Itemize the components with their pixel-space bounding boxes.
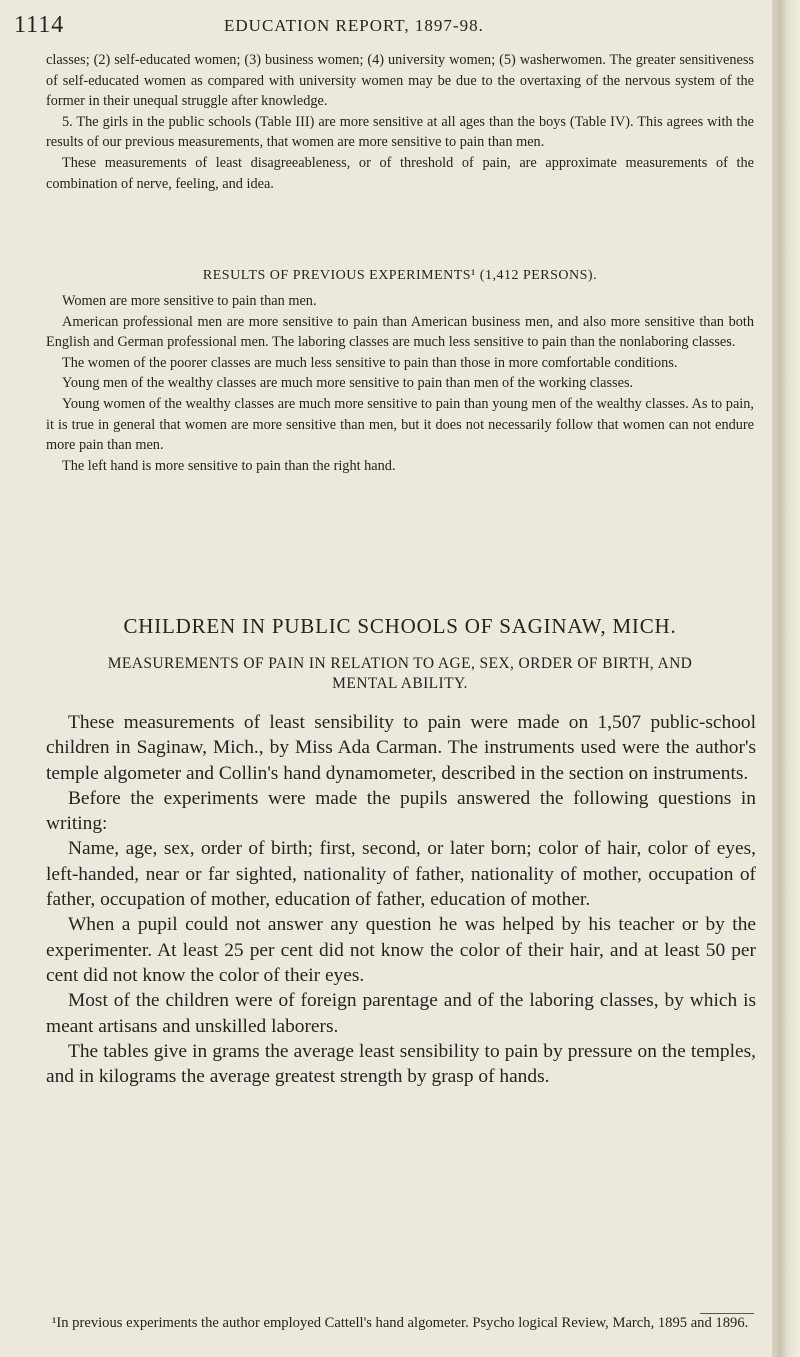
body-paragraph: Name, age, sex, order of birth; first, second, or later born; color of hair, color of eyes, left-handed, near or far sighted, nationality of father, nationality of mother, occupation of father, occupation of mother, education of father, education of mother. bbox=[46, 838, 756, 911]
results-paragraph: American professional men are more sensitive to pain than American business men, and also more sensitive than both English and German professional men. The laboring classes are much less sensitive to pain than the nonlaboring classes. bbox=[46, 313, 754, 351]
section-heading: CHILDREN IN PUBLIC SCHOOLS OF SAGINAW, MICH. bbox=[123, 614, 677, 638]
page-edge bbox=[772, 0, 800, 1357]
results-paragraph: Young men of the wealthy classes are much more sensitive to pain than men of the working classes. bbox=[62, 375, 634, 392]
body-paragraph: Before the experiments were made the pupils answered the following questions in writing: bbox=[46, 787, 756, 835]
intro-text bbox=[46, 50, 754, 194]
section-subheading: MEASUREMENTS OF PAIN IN RELATION TO AGE, SEX, ORDER OF BIRTH, AND MENTAL ABILITY. bbox=[107, 655, 693, 692]
footnote-text: ¹In previous experiments the author employed Cattell's hand algometer. Psycho logical Review, March, 1895 and 1896. bbox=[52, 1315, 749, 1331]
footnote bbox=[46, 1314, 756, 1333]
body-paragraph: When a pupil could not answer any question he was helped by his teacher or by the experimenter. At least 25 per cent did not know the color of their hair, and at least 50 per cent did not know the color of their eyes. bbox=[46, 914, 756, 986]
results-heading: RESULTS OF PREVIOUS EXPERIMENTS¹ (1,412 PERSONS). bbox=[202, 268, 598, 283]
intro-paragraph: classes; (2) self-educated women; (3) business women; (4) university women; (5) washerwomen. The greater sensitiveness of self-educated women as compared with university women may be due to the overtaxing of the nervous system of the former in their unequal struggle after knowledge. bbox=[46, 52, 754, 110]
results-paragraph: Young women of the wealthy classes are much more sensitive to pain than young men of the wealthy classes. As to pain, it is true in general that women are more sensitive than men, but it does not necessarily follow that women can not endure more pain than men. bbox=[46, 395, 754, 454]
body-paragraph: These measurements of least sensibility to pain were made on 1,507 public-school children in Saginaw, Mich., by Miss Ada Carman. The instruments used were the author's temple algometer and Collin's hand dynamometer, described in the section on instruments. bbox=[46, 712, 756, 784]
body-paragraph: Most of the children were of foreign parentage and of the laboring classes, by which is meant artisans and unskilled laborers. bbox=[46, 990, 756, 1037]
page-header bbox=[14, 12, 754, 42]
results-paragraph: The left hand is more sensitive to pain than the right hand. bbox=[62, 457, 396, 474]
results-text bbox=[46, 291, 754, 476]
intro-paragraph: These measurements of least disagreeableness, or of threshold of pain, are approximate measurements of the combination of nerve, feeling, and idea. bbox=[46, 154, 754, 192]
body-paragraph: The tables give in grams the average least sensibility to pain by pressure on the temples, and in kilograms the average greatest strength by grasp of hands. bbox=[46, 1040, 756, 1088]
results-paragraph: Women are more sensitive to pain than men. bbox=[62, 293, 317, 309]
page-number: 1114 bbox=[14, 12, 65, 38]
body-text bbox=[46, 710, 756, 1089]
results-paragraph: The women of the poorer classes are much less sensitive to pain than those in more comfortable conditions. bbox=[62, 354, 678, 371]
intro-paragraph: 5. The girls in the public schools (Table III) are more sensitive at all ages than the boys (Table IV). This agrees with the results of our previous measurements, that women are more sensitive to pain than men. bbox=[46, 113, 754, 151]
running-title: EDUCATION REPORT, 1897-98. bbox=[224, 16, 484, 35]
